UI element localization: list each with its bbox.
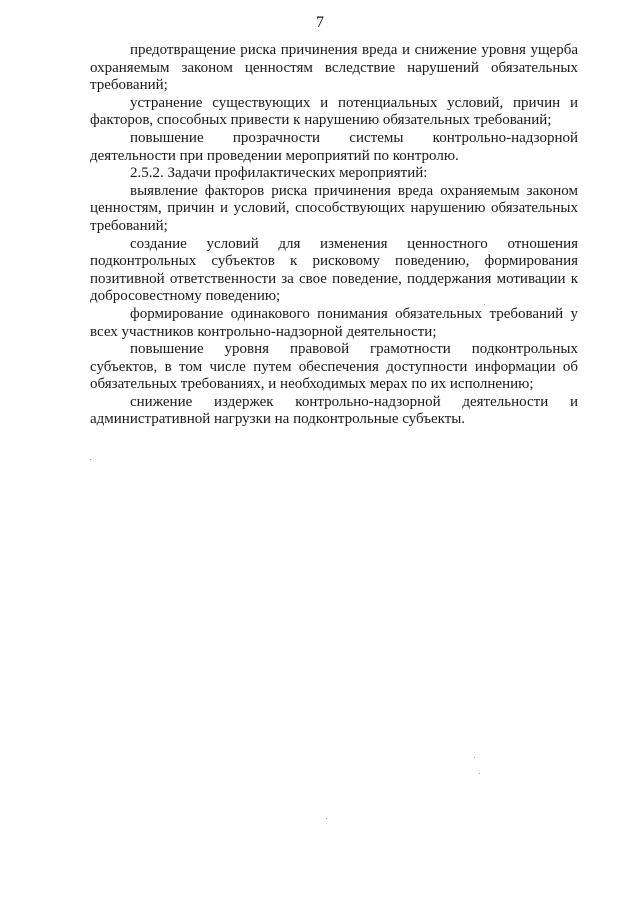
page-number: 7	[316, 14, 324, 31]
paragraph-section-2-5-2-heading: 2.5.2. Задачи профилактических мероприятий:	[130, 165, 428, 182]
document-body	[90, 42, 578, 429]
paragraph-risk-prevention: предотвращение риска причинения вреда и снижение уровня ущерба охраняемым законом ценностям вследствие нарушений обязательных требований;	[90, 42, 578, 94]
paragraph-identify-risk-factors: выявление факторов риска причинения вреда охраняемым законом ценностям, причин и условий, способствующих нарушению обязательных требований;	[90, 182, 578, 234]
paragraph-create-conditions: создание условий для изменения ценностного отношения подконтрольных субъектов к рисковому поведению, формирования позитивной ответственности за свое поведение, поддержания мотивации к добросовестному поведению;	[90, 235, 578, 305]
paragraph-reduce-costs: снижение издержек контрольно-надзорной деятельности и административной нагрузки на подконтрольные субъекты.	[90, 393, 578, 428]
scan-speck	[474, 757, 475, 758]
paragraph-transparency: повышение прозрачности системы контрольно-надзорной деятельности при проведении мероприятий по контролю.	[90, 129, 578, 164]
paragraph-common-understanding: формирование одинакового понимания обязательных требований у всех участников контрольно-надзорной деятельности;	[90, 305, 578, 340]
scan-speck	[90, 459, 91, 460]
paragraph-legal-literacy: повышение уровня правовой грамотности подконтрольных субъектов, в том числе путем обеспечения доступности информации об обязательных требованиях, и необходимых мерах по их исполнению;	[90, 341, 578, 393]
scan-speck	[484, 304, 485, 305]
paragraph-eliminate-conditions: устранение существующих и потенциальных условий, причин и факторов, способных привести к нарушению обязательных требований;	[90, 94, 578, 129]
scan-speck	[326, 818, 327, 819]
scan-speck	[479, 773, 480, 774]
